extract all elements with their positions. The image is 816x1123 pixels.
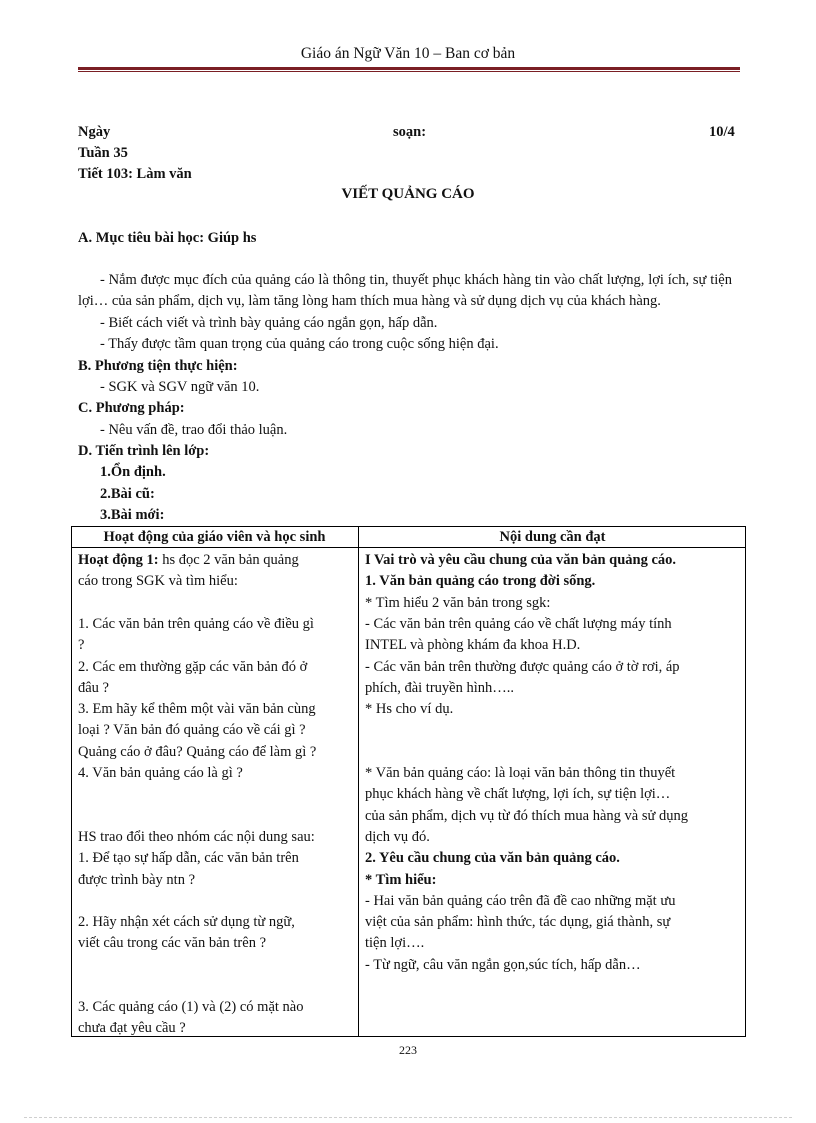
table-column-divider: [358, 526, 359, 1037]
activity-1-label: Hoạt động 1:: [78, 552, 159, 568]
table-left-line-6: đâu ?: [78, 680, 109, 696]
table-right-line-17: tiện lợi….: [365, 935, 425, 951]
header-rule-thin: [78, 71, 740, 72]
section-c-item: - Nêu vấn đề, trao đổi thảo luận.: [100, 422, 288, 438]
table-right-line-15: - Hai văn bản quảng cáo trên đã đề cao những mặt ưu: [365, 893, 676, 909]
section-d-step-3: 3.Bài mới:: [100, 507, 165, 523]
table-left-line-14: 2. Hãy nhận xét cách sử dụng từ ngữ,: [78, 914, 295, 930]
table-right-line-14: * Tìm hiểu:: [365, 872, 437, 888]
section-a-item-2: - Biết cách viết và trình bày quảng cáo ngắn gọn, hấp dẫn.: [100, 315, 438, 331]
table-left-line-4: ?: [78, 637, 85, 653]
table-right-line-3: * Tìm hiểu 2 văn bản trong sgk:: [365, 595, 551, 611]
section-b-item: - SGK và SGV ngữ văn 10.: [100, 379, 260, 395]
table-left-line-15: viết câu trong các văn bản trên ?: [78, 935, 267, 951]
table-right-line-6: - Các văn bản trên thường được quảng cáo ở tờ rơi, áp: [365, 659, 680, 675]
table-right-line-9: * Văn bản quảng cáo: là loại văn bản thông tin thuyết: [365, 765, 676, 781]
table-right-line-2: 1. Văn bản quảng cáo trong đời sống.: [365, 573, 596, 589]
section-a-heading: A. Mục tiêu bài học: Giúp hs: [78, 230, 257, 246]
section-d-step-2: 2.Bài cũ:: [100, 486, 155, 502]
table-left-line-17: chưa đạt yêu cầu ?: [78, 1020, 186, 1036]
footer-rule: [24, 1117, 792, 1118]
table-header-left: Hoạt động của giáo viên và học sinh: [103, 529, 326, 545]
section-a-paragraph: - Nắm được mục đích của quảng cáo là thông tin, thuyết phục khách hàng tin vào chất lượng, lợi ích, sự tiện lợi… của sản phẩm, dịch vụ, làm tăng lòng ham thích mua hàng và sử dụng dịch vụ của khách hàng.: [78, 272, 732, 309]
meta-tuan: Tuần 35: [78, 145, 128, 161]
table-header-divider: [71, 547, 746, 548]
table-left-line-5: 2. Các em thường gặp các văn bản đó ở: [78, 659, 308, 675]
table-right-line-1: I Vai trò và yêu cầu chung của văn bản quảng cáo.: [365, 552, 677, 568]
lesson-title: VIẾT QUẢNG CÁO: [341, 186, 475, 202]
section-b-heading: B. Phương tiện thực hiện:: [78, 358, 238, 374]
meta-ngay: Ngày: [78, 124, 111, 140]
page-number: 223: [399, 1043, 417, 1057]
table-left-line-11: HS trao đổi theo nhóm các nội dung sau:: [78, 829, 315, 845]
meta-tiet: Tiết 103: Làm văn: [78, 166, 192, 182]
table-right-line-8: * Hs cho ví dụ.: [365, 701, 454, 717]
table-right-line-13: 2. Yêu cầu chung của văn bản quảng cáo.: [365, 850, 620, 866]
section-c-heading: C. Phương pháp:: [78, 400, 185, 416]
table-left-line-8: loại ? Văn bản đó quảng cáo về cái gì ?: [78, 722, 306, 738]
table-right-line-5: INTEL và phòng khám đa khoa H.D.: [365, 637, 581, 653]
table-right-line-4: - Các văn bản trên quảng cáo về chất lượng máy tính: [365, 616, 672, 632]
section-d-step-1: 1.Ổn định.: [100, 464, 166, 480]
table-right-line-11: của sản phẩm, dịch vụ từ đó thích mua hàng và sử dụng: [365, 808, 688, 824]
table-header-right: Nội dung cần đạt: [499, 529, 606, 545]
table-right-line-16: việt của sản phẩm: hình thức, tác dụng, giá thành, sự: [365, 914, 671, 930]
table-left-line-13: được trình bày ntn ?: [78, 872, 195, 888]
table-right-line-10: phục khách hàng về chất lượng, lợi ích, sự tiện lợi…: [365, 786, 671, 802]
table-left-line-16: 3. Các quảng cáo (1) và (2) có mặt nào: [78, 999, 304, 1015]
header-rule-thick: [78, 67, 740, 70]
activity-1-text: hs đọc 2 văn bản quảng: [158, 552, 299, 568]
table-left-line-3: 1. Các văn bản trên quảng cáo về điều gì: [78, 616, 314, 632]
table-right-line-7: phích, đài truyền hình…..: [365, 680, 515, 696]
section-d-heading: D. Tiến trình lên lớp:: [78, 443, 210, 459]
table-left-line-12: 1. Để tạo sự hấp dẫn, các văn bản trên: [78, 850, 299, 866]
running-header: Giáo án Ngữ Văn 10 – Ban cơ bản: [300, 45, 516, 62]
table-left-line-1: [78, 550, 299, 571]
table-left-line-7: 3. Em hãy kể thêm một vài văn bản cùng: [78, 701, 316, 717]
table-right-line-12: dịch vụ đó.: [365, 829, 430, 845]
table-left-line-9: Quảng cáo ở đâu? Quảng cáo để làm gì ?: [78, 744, 317, 760]
table-left-line-2: cáo trong SGK và tìm hiểu:: [78, 573, 238, 589]
section-a-item-3: - Thấy được tầm quan trọng của quảng cáo trong cuộc sống hiện đại.: [100, 336, 499, 352]
meta-date: 10/4: [709, 124, 735, 140]
table-left-line-10: 4. Văn bản quảng cáo là gì ?: [78, 765, 243, 781]
table-right-line-18: - Từ ngữ, câu văn ngắn gọn,súc tích, hấp dẫn…: [365, 957, 641, 973]
meta-soan: soạn:: [393, 124, 427, 140]
